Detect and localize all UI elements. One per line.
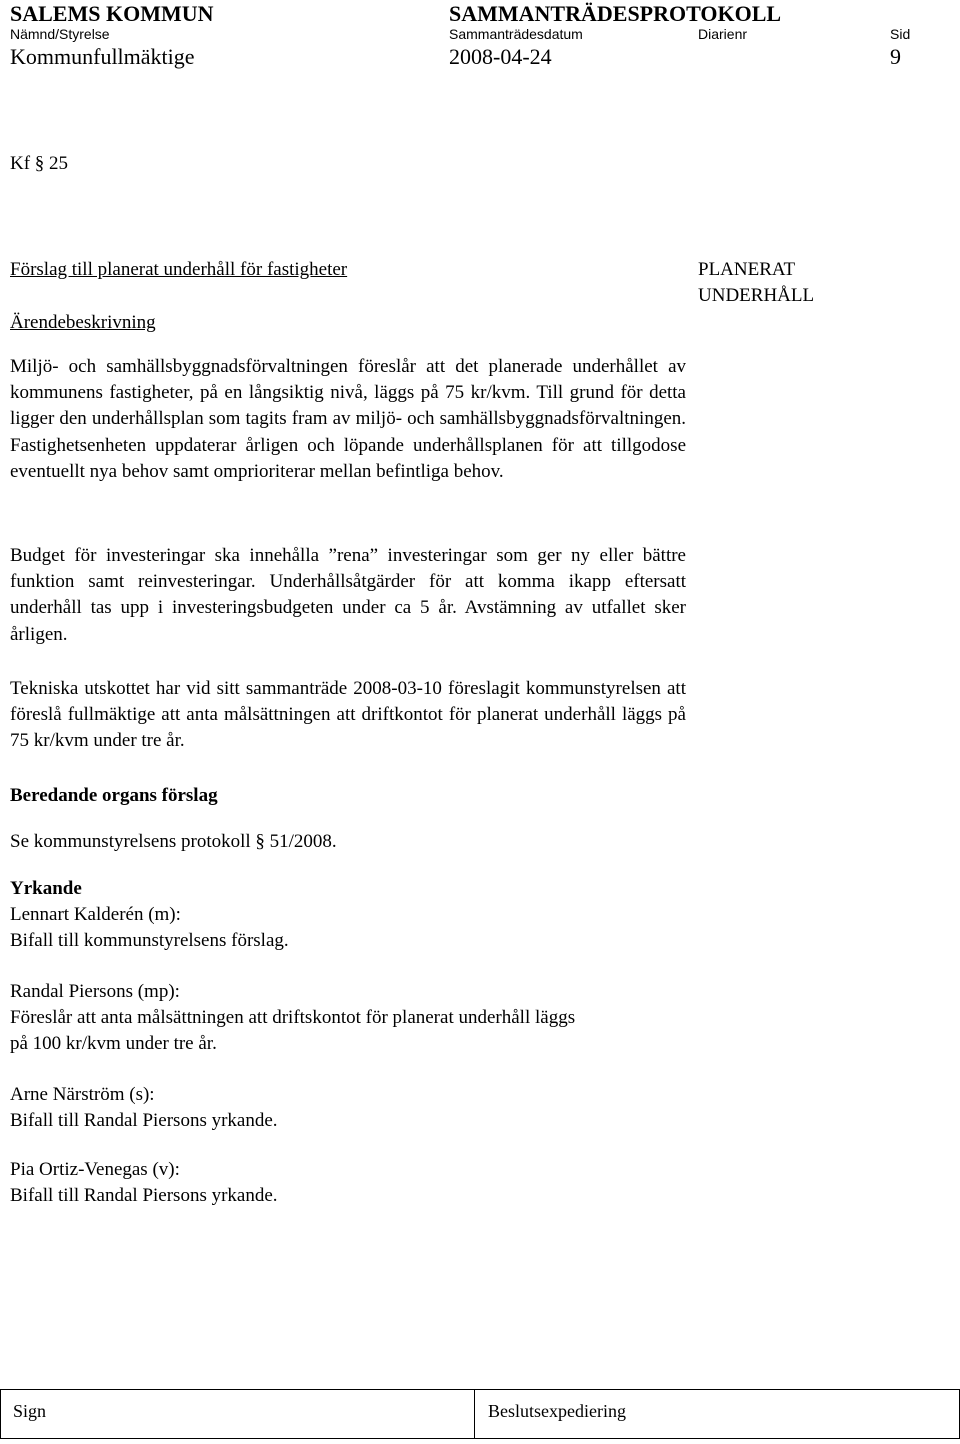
header-label-page: Sid	[890, 26, 911, 42]
motion-speaker: Arne Närström (s):	[10, 1084, 155, 1105]
motion-text: Bifall till kommunstyrelsens förslag.	[10, 930, 289, 952]
case-paragraph-3: Tekniska utskottet har vid sitt sammanträde 2008-03-10 föreslagit kommunstyrelsen att föreslå fullmäktige att anta målsättningen att driftkontot för planerat underhåll läggs på 75 kr/kvm under tre år.	[10, 678, 686, 752]
motion-text: Föreslår att anta målsättningen att driftskontot för planerat underhåll läggs	[10, 1007, 576, 1029]
case-paragraph-1: Miljö- och samhällsbyggnadsförvaltningen föreslår att det planerade underhållet av kommunens fastigheter, på en långsiktig nivå, läggs på 75 kr/kvm. Till grund för detta ligger den underhållsplan som tagits fram av miljö- och samhällsbyggnadsförvaltningen. Fastighetsenheten uppdaterar årligen och löpande underhållsplanen för att tillgodose eventuellt nya behov samt omprioriterar mellan befintliga behov.	[10, 356, 686, 482]
sign-label: Sign	[13, 1401, 47, 1421]
motion-speaker: Randal Piersons (mp):	[10, 981, 180, 1002]
header-label-diary: Diarienr	[698, 26, 748, 42]
footer-divider	[474, 1390, 475, 1438]
motion-item	[10, 902, 289, 954]
dispatch-label: Beslutsexpediering	[488, 1401, 626, 1421]
case-paragraph-2: Budget för investeringar ska innehålla ”rena” investeringar som ger ny eller bättre funktion samt reinvesteringar. Underhållsåtgärder för att komma ikapp eftersatt underhåll tas upp i investeringsbudgeten under ca 5 år. Avstämning av utfallet sker årligen.	[10, 545, 686, 645]
motion-text: Bifall till Randal Piersons yrkande.	[10, 1110, 278, 1132]
motion-text: på 100 kr/kvm under tre år.	[10, 1033, 217, 1055]
margin-note-line2: UNDERHÅLL	[698, 285, 815, 307]
header-value-body: Kommunfullmäktige	[10, 44, 195, 69]
motion-item	[10, 979, 575, 1058]
header-label-date: Sammanträdesdatum	[449, 26, 583, 42]
margin-note-line1: PLANERAT	[698, 259, 796, 280]
header-value-page: 9	[890, 44, 901, 69]
margin-note	[698, 257, 814, 309]
case-description-heading: Ärendebeskrivning	[10, 312, 156, 333]
motion-item	[10, 1157, 278, 1209]
motion-item	[10, 1082, 278, 1134]
header-label-body: Nämnd/Styrelse	[10, 26, 110, 42]
header-value-date: 2008-04-24	[449, 44, 552, 69]
municipality-name: SALEMS KOMMUN	[10, 1, 214, 26]
case-title: Förslag till planerat underhåll för fastigheter	[10, 259, 348, 280]
motion-speaker: Pia Ortiz-Venegas (v):	[10, 1159, 180, 1180]
motions-heading: Yrkande	[10, 878, 82, 899]
preparatory-heading: Beredande organs förslag	[10, 785, 218, 806]
document-type: SAMMANTRÄDESPROTOKOLL	[449, 1, 782, 26]
preparatory-text: Se kommunstyrelsens protokoll § 51/2008.	[10, 831, 337, 852]
signature-footer	[0, 1389, 960, 1439]
motion-speaker: Lennart Kalderén (m):	[10, 904, 181, 925]
paragraph-ref: Kf § 25	[10, 153, 69, 174]
motion-text: Bifall till Randal Piersons yrkande.	[10, 1185, 278, 1207]
